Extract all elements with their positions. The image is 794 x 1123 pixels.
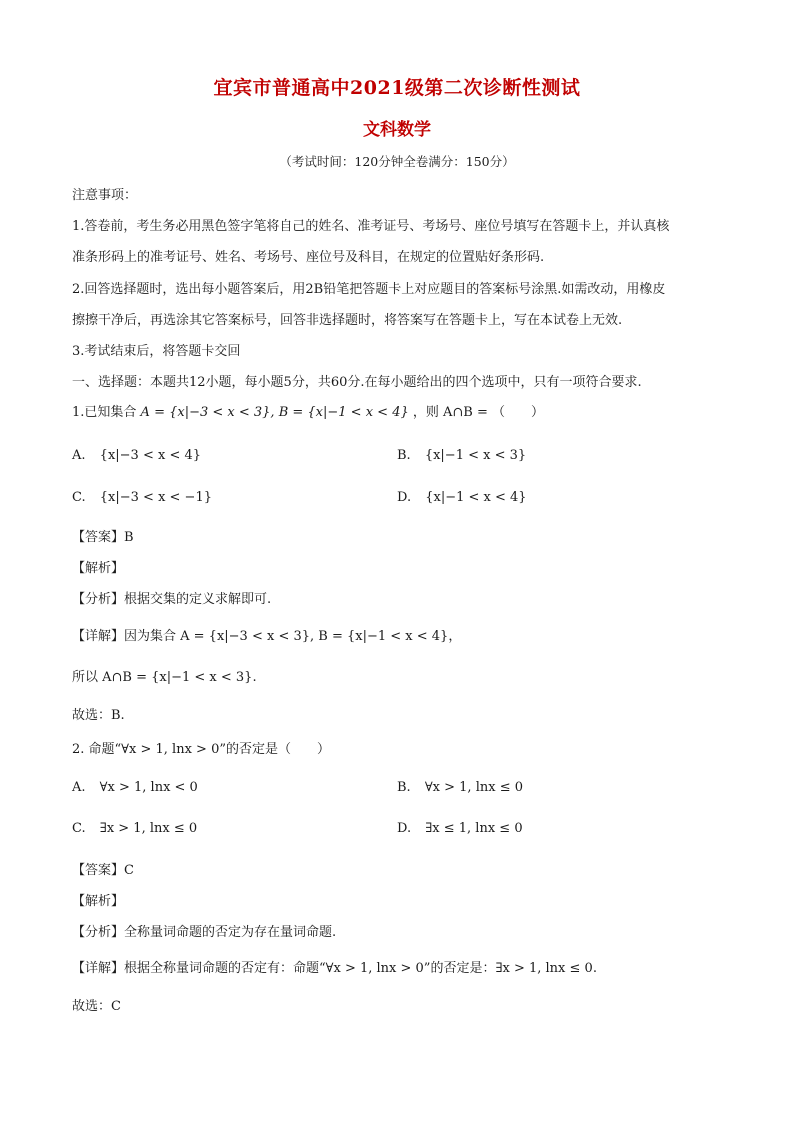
q2-conclusion: 故选：C [72,999,121,1014]
q1-option-c-label: C. [72,490,86,505]
note-2-line-1: 2.回答选择题时，选出每小题答案后，用2B铅笔把答题卡上对应题目的答案标号涂黑.如需改动，用橡皮 [72,282,666,297]
q2-option-a-text: ∀x > 1, lnx < 0 [99,780,198,795]
q2-option-b-text: ∀x > 1, lnx ≤ 0 [424,780,523,795]
q2-option-d-text: ∃x ≤ 1, lnx ≤ 0 [425,821,523,836]
q1-detail-line-2: 所以 A∩B = {x|−1 < x < 3}. [72,670,257,685]
q1-option-d [397,490,527,505]
q2-option-d-label: D. [397,821,412,836]
q1-option-b-label: B. [397,448,411,463]
q1-conclusion: 故选：B. [72,708,125,723]
q2-option-c-text: ∃x > 1, lnx ≤ 0 [99,821,198,836]
q1-answer: 【答案】B [72,530,134,545]
exam-info: （考试时间：120分钟全卷满分：150分） [279,154,515,169]
q2-option-b [397,780,523,795]
question-1-stem [72,401,732,420]
q1-option-a-label: A. [72,448,86,463]
q1-option-d-text: {x|−1 < x < 4} [425,490,527,505]
q1-option-a-text: {x|−3 < x < 4} [99,448,202,463]
q1-detail-line-1: 【详解】因为集合 A = {x|−3 < x < 3}, B = {x|−1 < x < 4}， [72,629,462,644]
q1-analysis: 【分析】根据交集的定义求解即可. [72,592,272,607]
q1-option-b-text: {x|−1 < x < 3} [424,448,527,463]
q1-analysis-head: 【解析】 [72,561,125,576]
q1-option-d-label: D. [397,490,412,505]
q2-option-b-label: B. [397,780,411,795]
q2-option-c [72,821,197,836]
exam-subtitle: 文科数学 [363,120,431,140]
q2-detail: 【详解】根据全称量词命题的否定有：命题“∀x > 1, lnx > 0”的否定是：∃x > 1, lnx ≤ 0. [72,961,597,976]
q1-stem-prefix: 1.已知集合 [72,405,137,420]
q1-option-a [72,448,201,463]
q2-analysis: 【分析】全称量词命题的否定为存在量词命题. [72,925,337,940]
note-3: 3.考试结束后，将答题卡交回 [72,344,241,359]
q1-stem-suffix: ，则 A∩B = （ ） [412,405,545,420]
q2-option-c-label: C. [72,821,86,836]
q2-option-d [397,821,523,836]
section-1-heading: 一、选择题：本题共12小题，每小题5分，共60分.在每小题给出的四个选项中，只有一项符合要求. [72,375,642,390]
exam-title: 宜宾市普通高中2021级第二次诊断性测试 [213,77,581,99]
q2-option-a [72,780,198,795]
q2-analysis-head: 【解析】 [72,894,125,909]
q1-option-c [72,490,212,505]
q1-option-c-text: {x|−3 < x < −1} [99,490,212,505]
note-1-line-1: 1.答卷前，考生务必用黑色签字笔将自己的姓名、准考证号、考场号、座位号填写在答题卡上，并认真核 [72,219,670,234]
note-2-line-2: 擦擦干净后，再选涂其它答案标号，回答非选择题时，将答案写在答题卡上，写在本试卷上无效. [72,313,623,328]
q1-stem-math: A = {x|−3 < x < 3}, B = {x|−1 < x < 4} [140,405,409,420]
q2-answer: 【答案】C [72,863,134,878]
q1-option-b [397,448,526,463]
notes-heading: 注意事项： [72,188,138,203]
question-2-stem: 2. 命题“∀x > 1, lnx > 0”的否定是（ ） [72,742,330,757]
note-1-line-2: 准条形码上的准考证号、姓名、考场号、座位号及科目，在规定的位置贴好条形码. [72,250,545,265]
q2-option-a-label: A. [72,780,86,795]
